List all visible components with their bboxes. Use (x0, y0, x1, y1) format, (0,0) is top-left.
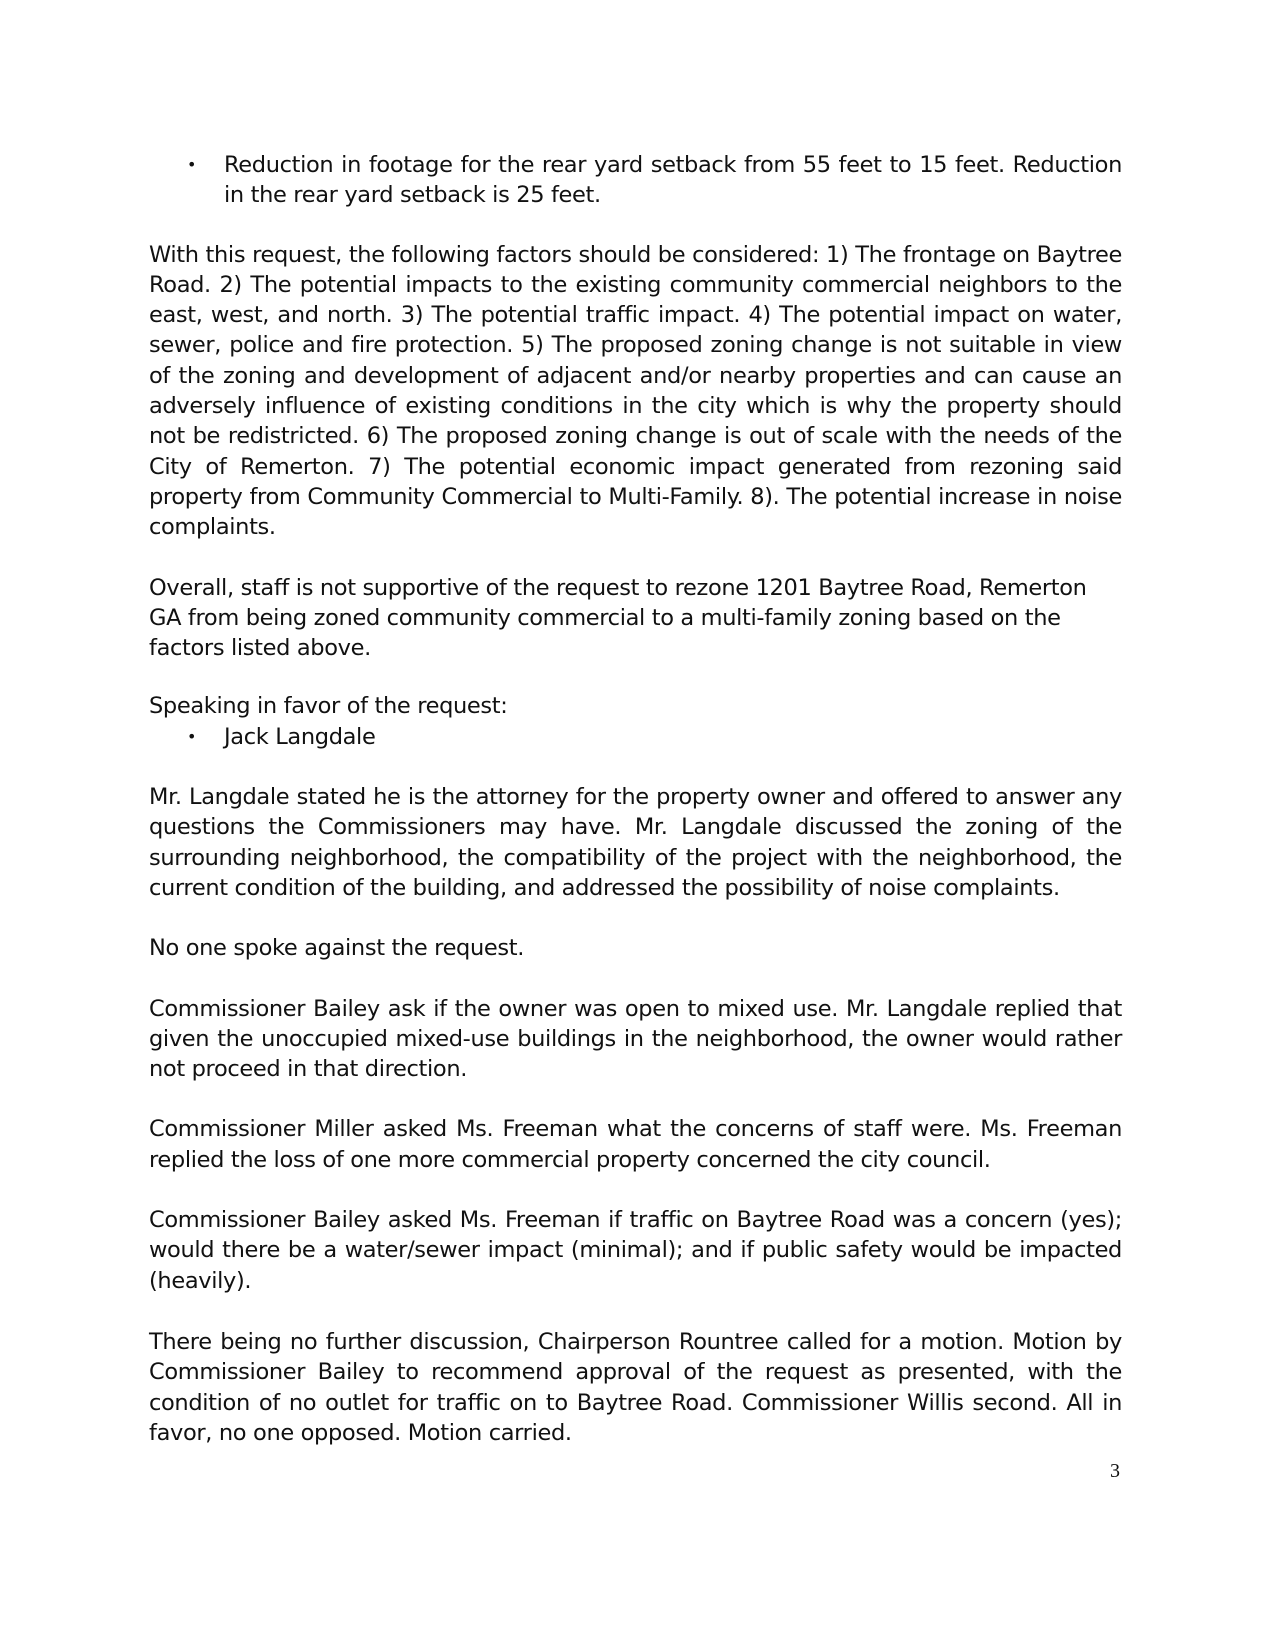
miller-concerns-paragraph: Commissioner Miller asked Ms. Freeman what the concerns of staff were. Ms. Freeman replied the loss of one more commercial property concerned the city council. (149, 1116, 1122, 1173)
langdale-statement-paragraph: Mr. Langdale stated he is the attorney for the property owner and offered to answer any questions the Commissioners may have. Mr. Langdale discussed the zoning of the surrounding neighborhood, the compatibility of the project with the neighborhood, the current condition of the building, and addressed the possibility of noise complaints. (149, 784, 1122, 901)
speakers-favor-list (149, 722, 1122, 752)
document-page (149, 150, 1122, 1448)
motion-paragraph: There being no further discussion, Chairperson Rountree called for a motion. Motion by Commissioner Bailey to recommend approval of the request as presented, with the condition of no outlet for traffic on to Baytree Road. Commissioner Willis second. All in favor, no one opposed. Motion carried. (149, 1328, 1122, 1446)
speaker-name: Jack Langdale (224, 723, 376, 750)
setback-bullet-text: Reduction in footage for the rear yard setback from 55 feet to 15 feet. Reduction in the rear yard setback is 25 feet. (224, 152, 1122, 209)
overall-staff-paragraph: Overall, staff is not supportive of the request to rezone 1201 Baytree Road, Remerton GA from being zoned community commercial to a multi-family zoning based on the factors listed above. (149, 574, 1087, 662)
factors-paragraph: With this request, the following factors should be considered: 1) The frontage on Baytree Road. 2) The potential impacts to the existing community commercial neighbors to the east, west, and north. 3) The potential traffic impact. 4) The potential impact on water, sewer, police and fire protection. 5) The proposed zoning change is not suitable in view of the zoning and development of adjacent and/or nearby properties and can cause an adversely influence of existing conditions in the city which is why the property should not be redistricted. 6) The proposed zoning change is out of scale with the needs of the City of Remerton. 7) The potential economic impact generated from rezoning said property from Community Commercial to Multi-Family. 8). The potential increase in noise complaints. (149, 241, 1122, 541)
bailey-traffic-paragraph: Commissioner Bailey asked Ms. Freeman if traffic on Baytree Road was a concern (yes); would there be a water/sewer impact (minimal); and if public safety would be impacted (heavily). (149, 1207, 1122, 1294)
page-number: 3 (1110, 1460, 1120, 1482)
speaker-list-item (149, 722, 1122, 752)
setback-bullet-list (149, 150, 1122, 211)
bullet-icon: • (187, 726, 197, 746)
no-opposition-paragraph: No one spoke against the request. (149, 935, 525, 962)
setback-bullet-item (149, 150, 1122, 211)
bullet-icon: • (187, 155, 197, 174)
speaking-favor-heading: Speaking in favor of the request: (149, 693, 508, 720)
bailey-mixed-use-paragraph: Commissioner Bailey ask if the owner was open to mixed use. Mr. Langdale replied that given the unoccupied mixed-use buildings in the neighborhood, the owner would rather not proceed in that direction. (149, 995, 1122, 1083)
